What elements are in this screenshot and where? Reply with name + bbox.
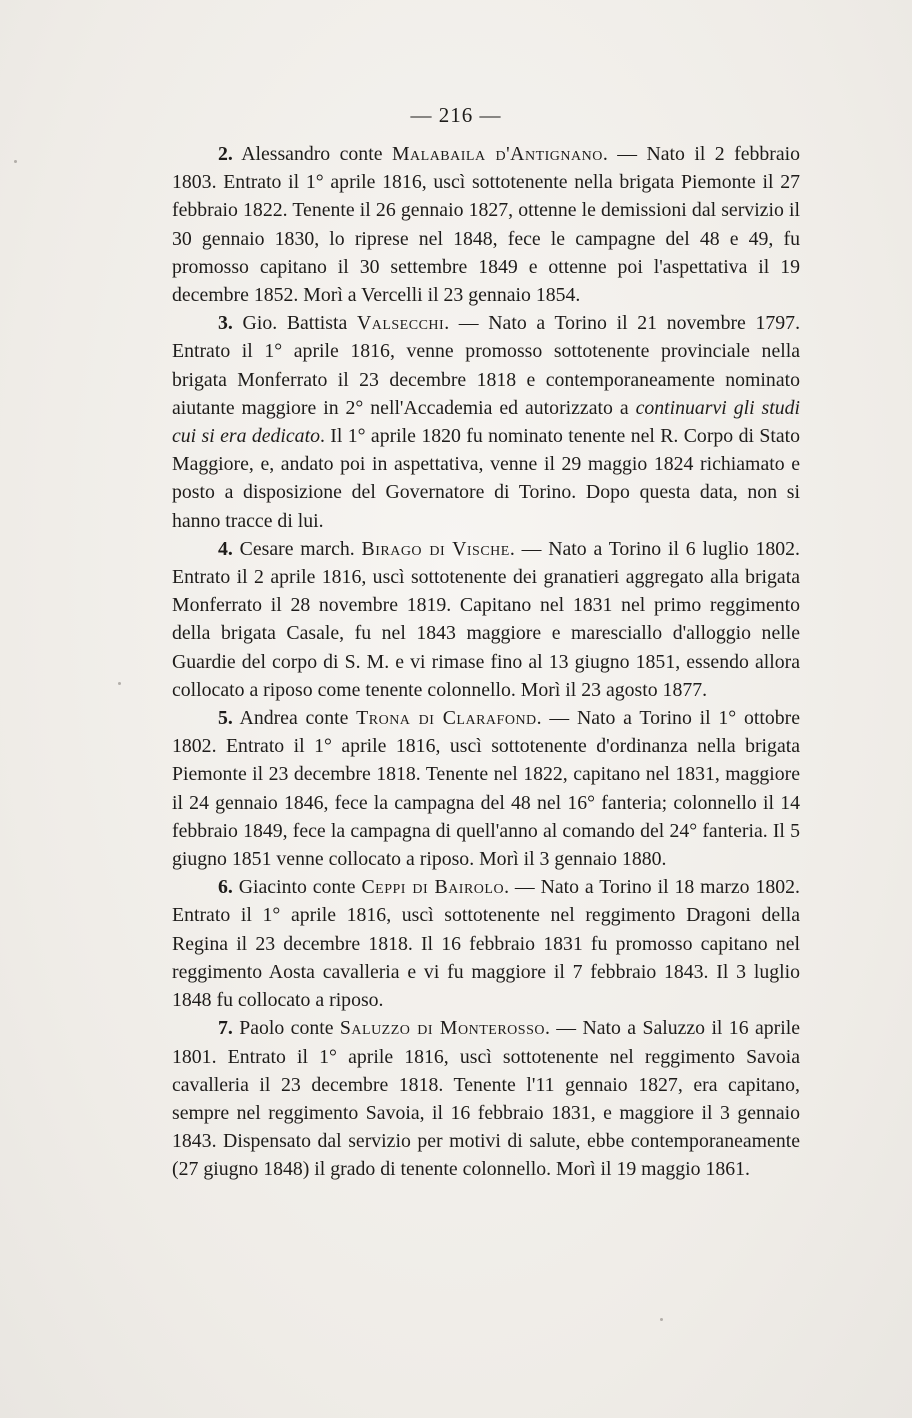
entry-number: 3. <box>218 312 233 335</box>
entry-number: 4. <box>218 537 233 560</box>
entry-biography: . — Nato a Torino il 18 marzo 1802. Entrato il 1° aprile 1816, uscì sottotenente nel reggimento Dragoni della Regina il 23 decembre 1818. Il 16 febbraio 1831 fu promosso capitano nel reggimento Aosta cavalleria e vi fu maggiore il 7 febbraio 1843. Il 3 luglio 1848 fu collocato a riposo. <box>172 876 800 1012</box>
entry-given-name: Andrea conte <box>239 707 349 730</box>
entry-number: 2. <box>218 143 233 165</box>
paper-speck <box>660 1318 663 1321</box>
paper-speck <box>14 160 17 163</box>
entry-4 <box>172 535 800 704</box>
entry-biography: . — Nato a Torino il 21 novembre 1797. Entrato il 1° aprile 1816, venne promosso sottotenente provinciale nella brigata Monferrato il 23 decembre 1818 e contemporaneamente nominato aiutante maggiore in 2° nell'Accademia ed autorizzato a <box>172 312 801 419</box>
entry-5 <box>172 704 800 873</box>
entry-italic-quote: continuarvi gli studi cui si era dedicato <box>172 396 801 448</box>
entry-given-name: Cesare march. <box>239 537 355 560</box>
entry-surname: Ceppi di Bairolo <box>361 876 505 899</box>
entry-number: 5. <box>218 707 233 730</box>
entry-7 <box>172 1014 800 1183</box>
entry-given-name: Gio. Battista <box>242 312 348 335</box>
entry-6 <box>172 873 800 1014</box>
entry-surname: Valsecchi <box>356 312 445 335</box>
page-number: — 216 — <box>410 103 502 127</box>
entry-number: 6. <box>218 876 233 899</box>
entry-biography: . — Nato a Torino il 1° ottobre 1802. Entrato il 1° aprile 1816, uscì sottotenente d'ordinanza nella brigata Piemonte il 23 decembre 1818. Tenente nel 1822, capitano nel 1831, maggiore il 24 gennaio 1846, fece la campagna del 48 nel 16° fanteria; colonnello il 14 febbraio 1849, fece la campagna di quell'anno al comando del 24° fanteria. Il 5 giugno 1851 venne collocato a riposo. Morì il 3 gennaio 1880. <box>172 707 801 871</box>
entry-given-name: Alessandro conte <box>241 143 383 165</box>
entry-2 <box>172 140 800 309</box>
entry-surname: Trona di Clarafond <box>356 707 537 730</box>
entry-3 <box>172 309 800 535</box>
entry-surname: Malabaila d'Antignano <box>391 143 603 165</box>
entry-given-name: Giacinto conte <box>238 876 356 899</box>
entry-biography-continued: . Il 1° aprile 1820 fu nominato tenente nel R. Corpo di Stato Maggiore, e, andato poi in aspettativa, venne il 29 maggio 1824 richiamato e posto a disposizione del Governatore di Torino. Dopo questa data, non si hanno tracce di lui. <box>172 425 800 532</box>
entry-number: 7. <box>218 1017 233 1040</box>
text-body <box>172 140 800 1184</box>
entry-surname: Birago di Vische <box>361 537 510 560</box>
entry-surname: Saluzzo di Monterosso <box>339 1017 545 1040</box>
entry-biography: . — Nato il 2 febbraio 1803. Entrato il 1° aprile 1816, uscì sottotenente nella brigata Piemonte il 27 febbraio 1822. Tenente il 26 gennaio 1827, ottenne le demissioni dal servizio il 30 gennaio 1830, lo riprese nel 1848, fece le campagne del 48 e 49, fu promosso capitano il 30 settembre 1849 e ottenne poi l'aspettativa il 19 decembre 1852. Morì a Vercelli il 23 gennaio 1854. <box>172 143 801 307</box>
entry-given-name: Paolo conte <box>239 1017 334 1040</box>
entry-biography: . — Nato a Torino il 6 luglio 1802. Entrato il 2 aprile 1816, uscì sottotenente dei granatieri aggregato alla brigata Monferrato il 28 novembre 1819. Capitano nel 1831 nel primo reggimento della brigata Casale, fu nel 1843 maggiore e maresciallo d'alloggio nelle Guardie del corpo di S. M. e vi rimase fino al 13 giugno 1851, essendo allora collocato a riposo come tenente colonnello. Morì il 23 agosto 1877. <box>172 537 800 701</box>
entry-biography: . — Nato a Saluzzo il 16 aprile 1801. Entrato il 1° aprile 1816, uscì sottotenente nel reggimento Savoia cavalleria il 23 decembre 1818. Tenente l'11 gennaio 1827, era capitano, sempre nel reggimento Savoia, il 16 febbraio 1831, e maggiore il 3 gennaio 1843. Dispensato dal servizio per motivi di salute, ebbe contemporaneamente (27 giugno 1848) il grado di tenente colonnello. Morì il 19 maggio 1861. <box>172 1017 800 1181</box>
paper-speck <box>118 682 121 685</box>
